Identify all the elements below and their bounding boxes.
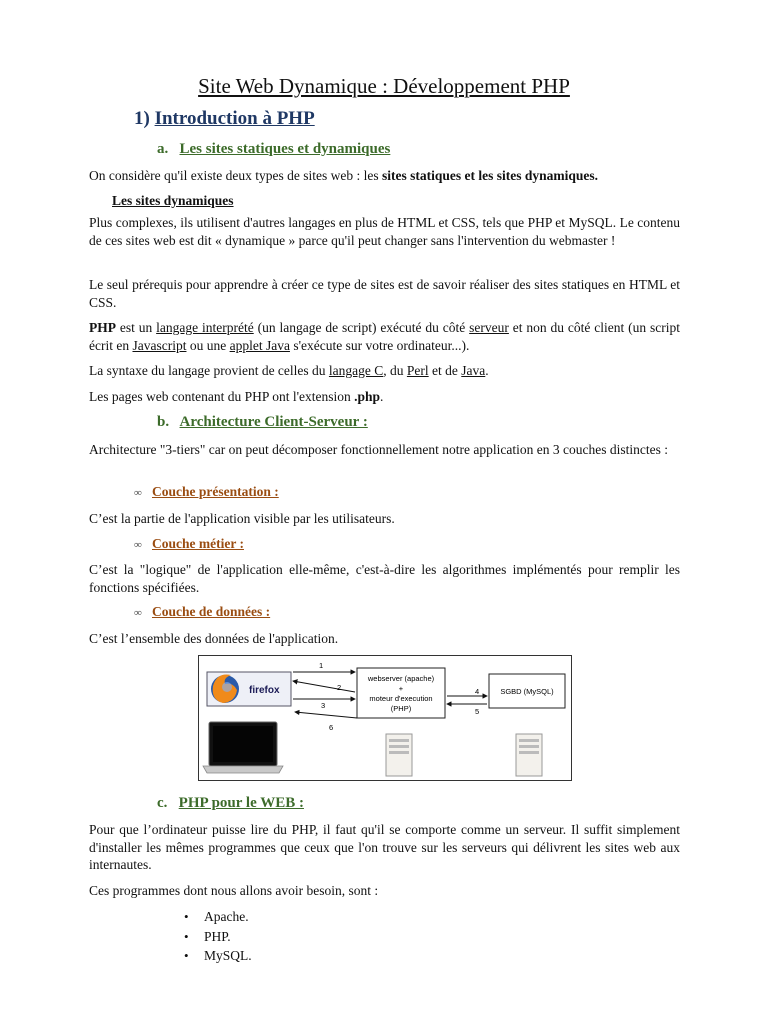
subheading-b (157, 414, 368, 431)
link-perl[interactable]: Perl (406, 363, 429, 378)
list-item: • MySQL. (184, 946, 252, 966)
page-title: Site Web Dynamique : Développement PHP (198, 74, 570, 98)
list-item: • Apache. (184, 907, 252, 927)
database-label: SGBD (MySQL) (500, 687, 554, 696)
section-label: Introduction à PHP (154, 108, 315, 129)
subheading-a (157, 141, 390, 158)
layer-heading-data: ∞ Couche de données : (134, 604, 271, 619)
webserver-line-1: webserver (apache) (367, 674, 435, 683)
browser-label: firefox (249, 685, 280, 696)
link-serveur[interactable]: serveur (469, 320, 509, 335)
list-item: • PHP. (184, 927, 252, 947)
infinity-icon: ∞ (134, 607, 142, 619)
subheading-letter: c. (157, 795, 168, 811)
layer-desc-business: C’est la "logique" de l'application elle-même, c'est-à-dire les algorithmes implémentés pour remplir les fonctions spécifiées. (89, 562, 680, 595)
infinity-icon: ∞ (134, 539, 142, 551)
arrow-6 (295, 712, 357, 718)
subheading-label: Les sites statiques et dynamiques (179, 141, 391, 157)
layer-heading-business: ∞ Couche métier : (134, 536, 244, 551)
paragraph-syntax: La syntaxe du langage provient de celles du langage C, du Perl et de Java. (89, 363, 489, 378)
webserver-line-2: + (398, 684, 404, 693)
server-tower-icon (386, 734, 412, 776)
arrow-label-5: 5 (475, 707, 480, 716)
section-number: 1) (134, 108, 150, 129)
layer-desc-presentation: C’est la partie de l'application visible par les utilisateurs. (89, 511, 395, 526)
architecture-diagram (198, 655, 572, 781)
paragraph-complex: Plus complexes, ils utilisent d'autres langages en plus de HTML et CSS, tels que PHP et MySQL. Le contenu de ces sites web est dit « dynamique » parce qu'il peut changer sans l'intervention du webmaster ! (89, 215, 680, 248)
paragraph-programs: Ces programmes dont nous allons avoir besoin, sont : (89, 883, 379, 898)
laptop-icon (203, 722, 283, 773)
paragraph-architecture: Architecture "3-tiers" car on peut décomposer fonctionnellement notre application en 3 couches distinctes : (89, 442, 668, 457)
subheading-label: Architecture Client-Serveur : (179, 414, 368, 430)
link-langage-interprete[interactable]: langage interprété (156, 320, 254, 335)
subheading-letter: a. (157, 141, 169, 157)
layer-heading-presentation: ∞ Couche présentation : (134, 484, 279, 499)
webserver-line-4: (PHP) (390, 704, 412, 713)
section-heading-intro (134, 108, 315, 130)
paragraph-prerequisite: Le seul prérequis pour apprendre à créer ce type de sites est de savoir réaliser des sites statiques en HTML et CSS. (89, 277, 680, 310)
arrow-label-6: 6 (329, 723, 334, 732)
arrow-label-4: 4 (475, 687, 480, 696)
subheading-c (157, 795, 304, 812)
server-tower-icon (516, 734, 542, 776)
paragraph-php-web: Pour que l’ordinateur puisse lire du PHP, il faut qu'il se comporte comme un serveur. Il suffit simplement d'installer les mêmes programmes que ceux que l'on trouve sur les serveurs qui délivrent les sites web aux internautes. (89, 822, 680, 872)
arrow-label-1: 1 (319, 661, 324, 670)
subtitle-dynamic-sites: Les sites dynamiques (112, 193, 234, 208)
link-java[interactable]: Java (461, 363, 486, 378)
arrow-2 (293, 681, 355, 692)
link-applet-java[interactable]: applet Java (229, 337, 290, 353)
link-javascript[interactable]: Javascript (132, 337, 187, 353)
subheading-letter: b. (157, 414, 170, 430)
programs-list (184, 907, 252, 966)
arrow-label-2: 2 (337, 683, 342, 692)
paragraph-extension: Les pages web contenant du PHP ont l'extension .php. (89, 389, 384, 404)
subheading-label: PHP pour le WEB : (178, 795, 304, 811)
arrow-label-3: 3 (321, 701, 326, 710)
link-langage-c[interactable]: langage C (328, 363, 384, 378)
paragraph-php: PHP est un langage interprété (un langage de script) exécuté du côté serveur et non du côté client (un script écrit en Javascript ou une applet Java s'exécute sur votre ordinateur...). (89, 320, 681, 353)
layer-desc-data: C’est l’ensemble des données de l'application. (89, 631, 339, 646)
webserver-line-3: moteur d'execution (369, 694, 433, 703)
paragraph-intro: On considère qu'il existe deux types de sites web : les sites statiques et les sites dynamiques. (89, 168, 599, 183)
infinity-icon: ∞ (134, 487, 142, 499)
